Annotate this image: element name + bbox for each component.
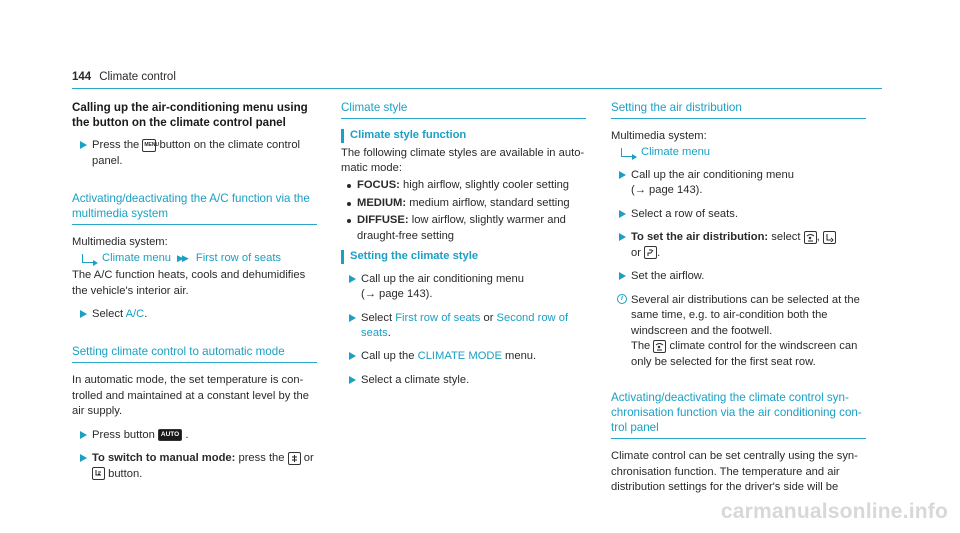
step-arrow-icon [619,210,626,218]
subheading-setting-climate-style: Setting the climate style [341,250,586,263]
step-manual-mode: To switch to manual mode: press the or button. [72,451,317,482]
climate-style-intro: The following climate styles are available in automatic mode: [341,146,585,174]
page-reference[interactable]: (→ page 143). [361,288,433,301]
column-1 [72,100,317,490]
watermark: carmanualsonline.info [720,500,948,524]
footwell-airflow-icon [823,231,836,244]
path-climate-menu[interactable]: Climate menu [102,251,172,264]
menu-path [611,145,866,160]
column-3 [611,100,866,496]
path-first-row[interactable]: First row of seats [195,251,282,264]
step-select-row: Select First row of seats or Second row of seats. [341,311,586,342]
multimedia-label: Multimedia system: [611,130,707,143]
step-set-airflow: Set the airflow. [611,269,866,284]
double-chevron-icon: ▶▶ [177,253,187,264]
ac-description: The A/C function heats, cools and dehumidifies the vehicle's interior air. [72,269,306,297]
synchronisation-description: Climate control can be set centrally using the synchronisation function. The temperature and air distribution settings for the driver's side will be [611,450,858,494]
step-set-air-distribution: To set the air distribution: select , or . [611,230,866,261]
step-select-style: Select a climate style. [341,373,586,388]
info-note: i Several air distributions can be selected at the same time, e.g. to air-condition both the windscreen and the footwell. The climate control for the windscreen can only be selected for the first seat row. [611,293,866,370]
multimedia-label: Multimedia system: [72,236,168,249]
windscreen-airflow-icon [804,231,817,244]
heading-ac-function: Activating/deactivating the A/C function via the multimedia system [72,191,317,225]
info-icon: i [617,294,627,304]
heading-calling-up-menu: Calling up the air-conditioning menu using the button on the climate control panel [72,101,308,130]
heading-automatic-mode: Setting climate control to automatic mode [72,344,317,363]
heading-air-distribution: Setting the air distribution [611,100,866,119]
fan-airflow-button-icon [288,452,301,465]
step-select-ac: Select A/C. [72,307,317,322]
step-arrow-icon [349,314,356,322]
step-call-up-menu: Call up the air conditioning menu (→ page 143). [611,168,866,199]
path-hook-icon [82,254,94,263]
heading-synchronisation: Activating/deactivating the climate control synchronisation function via the air conditioning control panel [611,390,866,439]
step-arrow-icon [619,171,626,179]
climate-mode-link[interactable]: CLIMATE MODE [417,350,502,363]
bullet-diffuse: DIFFUSE: low airflow, slightly warmer and draught-free setting [341,213,586,244]
step-arrow-icon [619,233,626,241]
bullet-medium: MEDIUM: medium airflow, standard setting [341,196,586,211]
page-header [72,70,176,86]
subheading-climate-style-function: Climate style function [341,129,586,142]
path-hook-icon [621,148,633,157]
step-arrow-icon [349,352,356,360]
bullet-focus: FOCUS: high airflow, slightly cooler setting [341,178,586,193]
step-arrow-icon [349,275,356,283]
path-climate-menu[interactable]: Climate menu [641,145,711,158]
ac-link[interactable]: A/C [125,307,145,320]
header-rule [72,88,882,89]
windscreen-airflow-icon [653,340,666,353]
first-row-link[interactable]: First row of seats [395,311,481,324]
step-arrow-icon [80,431,87,439]
step-arrow-icon [80,310,87,318]
section-name: Climate control [99,71,176,83]
step-arrow-icon [619,272,626,280]
page-number: 144 [72,71,92,83]
step-select-seats: Select a row of seats. [611,207,866,222]
step-arrow-icon [349,376,356,384]
step-call-up-menu: Call up the air conditioning menu (→ page 143). [341,272,586,303]
auto-button-icon: AUTO [158,429,182,442]
step-arrow-icon [80,141,87,149]
step-press-auto: Press button AUTO . [72,428,317,443]
page-reference[interactable]: (→ page 143). [631,184,703,197]
seat-airflow-button-icon [92,467,105,480]
step-arrow-icon [80,454,87,462]
step-press-menu: Press the MENU button on the climate control panel. [72,138,317,169]
step-climate-mode-menu: Call up the CLIMATE MODE menu. [341,349,586,364]
menu-path [72,251,317,266]
column-2 [341,100,586,396]
center-airflow-icon [644,246,657,259]
second-row-link[interactable]: Second row of seats [361,311,569,340]
menu-button-icon: MENU [142,139,156,152]
automatic-description: In automatic mode, the set temperature is controlled and maintained at a constant level by the air supply. [72,374,309,418]
heading-climate-style: Climate style [341,100,586,119]
